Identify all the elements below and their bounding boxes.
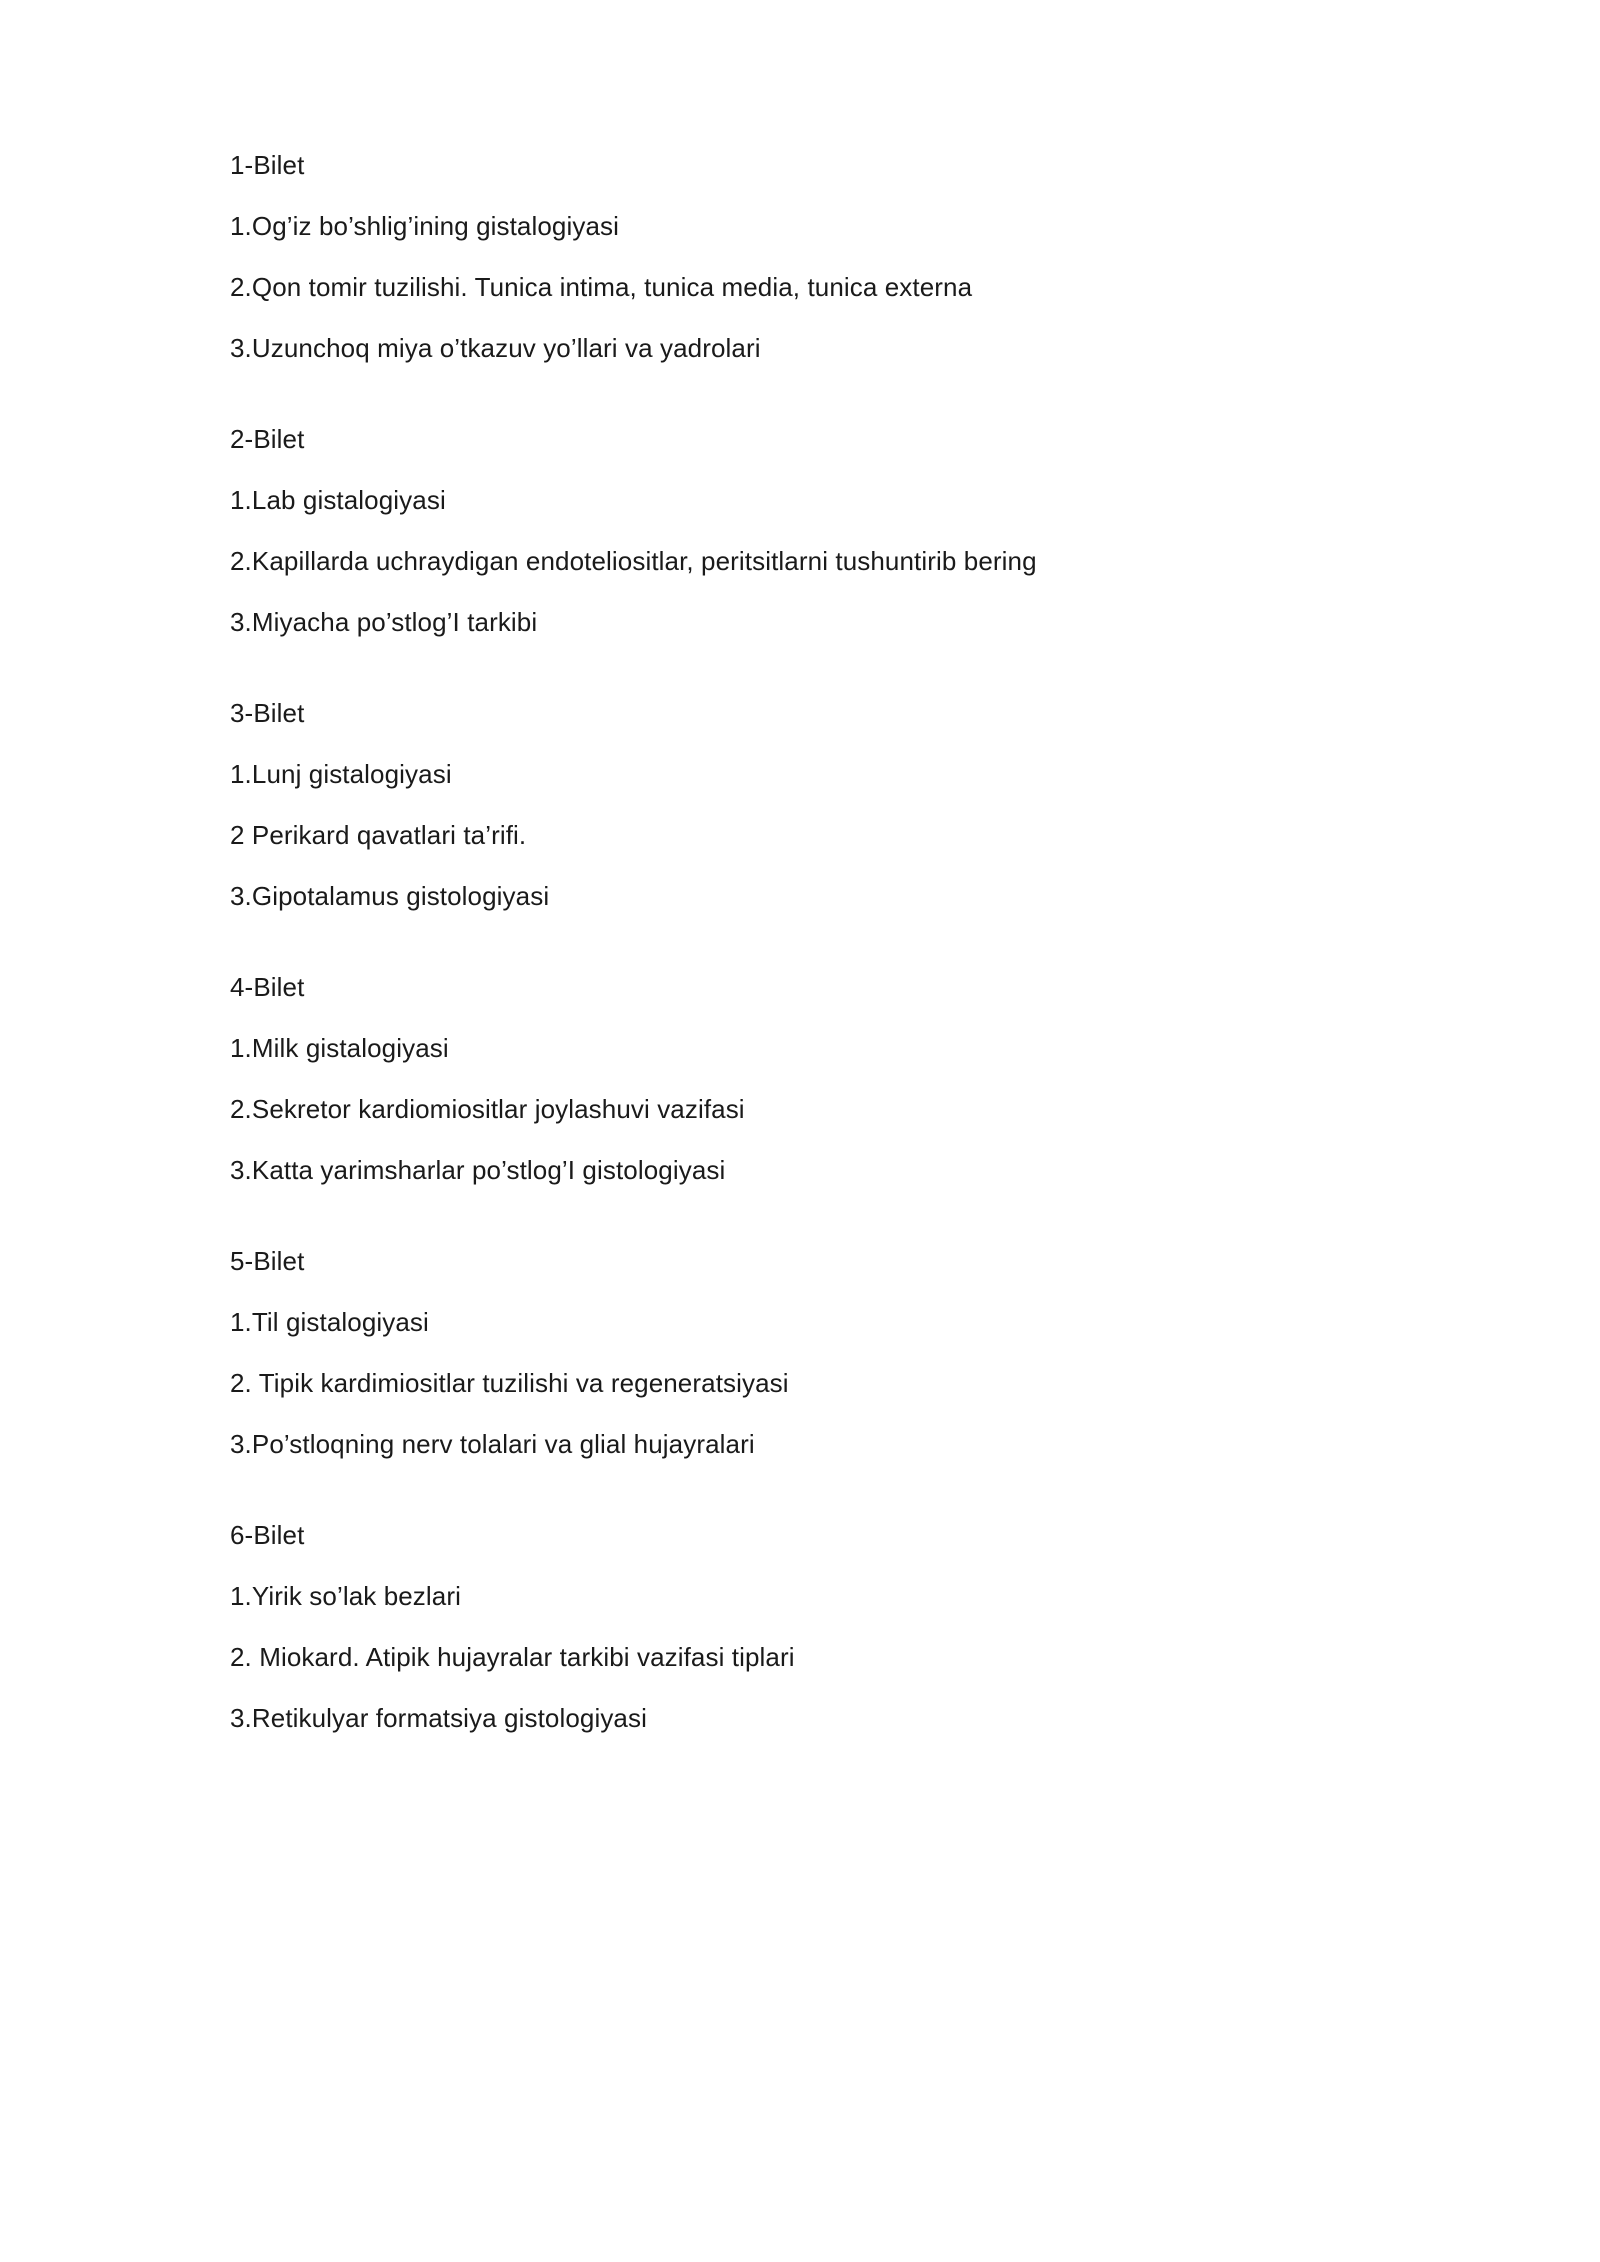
question-item: 3.Retikulyar formatsiya gistologiyasi [230, 1703, 647, 1733]
question-item: 3.Uzunchoq miya o’tkazuv yo’llari va yadrolari [230, 333, 761, 363]
ticket-title: 5-Bilet [230, 1246, 305, 1276]
ticket-title: 3-Bilet [230, 698, 305, 728]
question-item: 1.Og’iz bo’shlig’ining gistalogiyasi [230, 211, 620, 241]
ticket-1 [230, 150, 1410, 363]
ticket-2 [230, 424, 1410, 637]
ticket-5 [230, 1246, 1410, 1459]
document-body [230, 150, 1410, 1794]
ticket-3 [230, 698, 1410, 911]
ticket-6 [230, 1520, 1410, 1733]
ticket-title: 6-Bilet [230, 1520, 305, 1550]
ticket-title: 2-Bilet [230, 424, 305, 454]
question-item: 1.Yirik so’lak bezlari [230, 1581, 461, 1611]
question-item: 1.Milk gistalogiyasi [230, 1033, 449, 1063]
ticket-title: 4-Bilet [230, 972, 305, 1002]
question-item: 1.Lab gistalogiyasi [230, 485, 446, 515]
question-item: 1.Lunj gistalogiyasi [230, 759, 452, 789]
ticket-4 [230, 972, 1410, 1185]
question-item: 2 Perikard qavatlari ta’rifi. [230, 820, 527, 850]
ticket-title: 1-Bilet [230, 150, 305, 180]
question-item: 3.Miyacha po’stlog’I tarkibi [230, 607, 538, 637]
question-item: 2.Qon tomir tuzilishi. Tunica intima, tunica media, tunica externa [230, 272, 973, 302]
question-item: 2.Kapillarda uchraydigan endoteliositlar, peritsitlarni tushuntirib bering [230, 546, 1037, 576]
question-item: 2.Sekretor kardiomiositlar joylashuvi vazifasi [230, 1094, 745, 1124]
question-item: 3.Gipotalamus gistologiyasi [230, 881, 550, 911]
question-item: 2. Miokard. Atipik hujayralar tarkibi vazifasi tiplari [230, 1642, 795, 1672]
question-item: 1.Til gistalogiyasi [230, 1307, 429, 1337]
question-item: 2. Tipik kardimiositlar tuzilishi va regeneratsiyasi [230, 1368, 789, 1398]
question-item: 3.Katta yarimsharlar po’stlog’I gistologiyasi [230, 1155, 726, 1185]
question-item: 3.Po’stloqning nerv tolalari va glial hujayralari [230, 1429, 755, 1459]
